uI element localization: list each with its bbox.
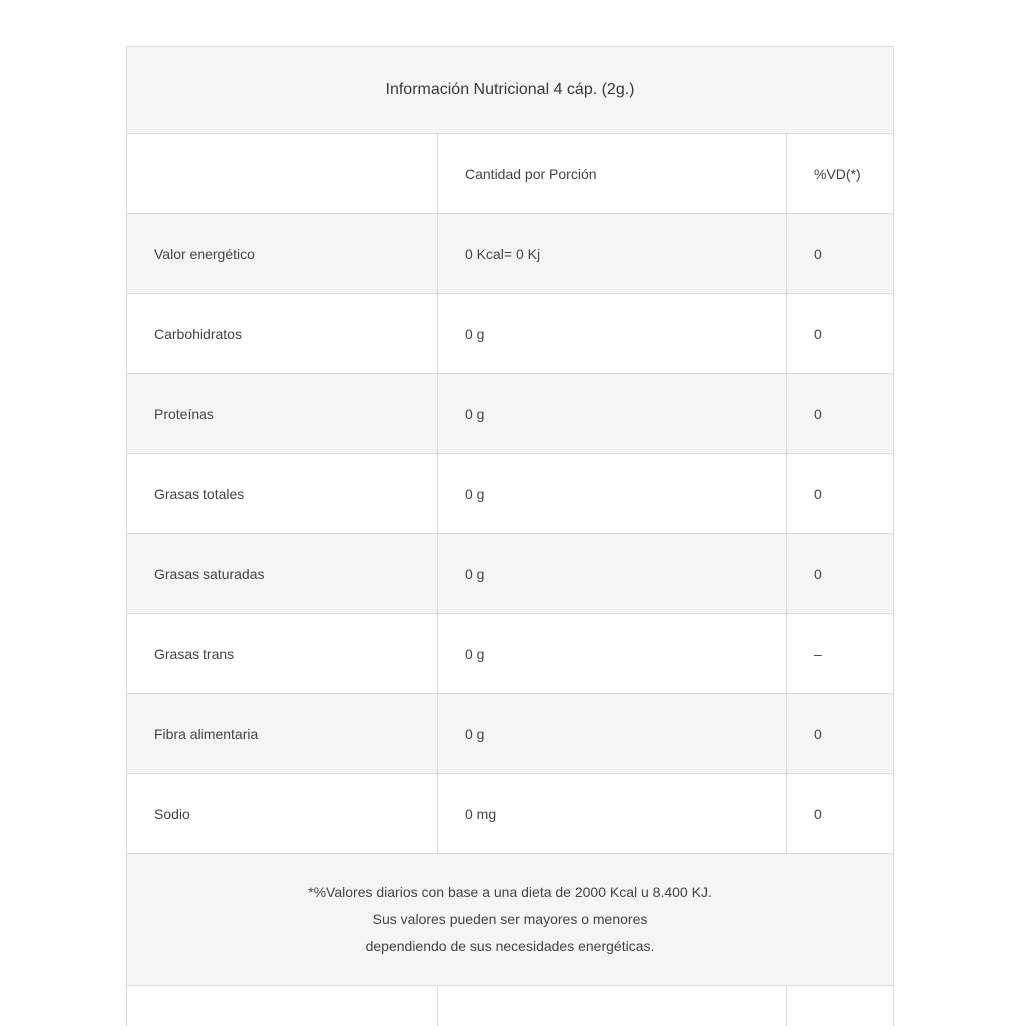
nutrient-amount: 0 g xyxy=(438,694,787,774)
table-row xyxy=(127,454,894,534)
nutrient-name: Proteínas xyxy=(127,374,438,454)
empty-cell xyxy=(787,986,894,1026)
footnote xyxy=(127,854,894,986)
footnote-line: dependiendo de sus necesidades energéticas. xyxy=(127,933,893,960)
nutrient-vd: 0 xyxy=(787,294,894,374)
table-row-partial xyxy=(127,986,894,1026)
nutrient-name: Grasas totales xyxy=(127,454,438,534)
table-row xyxy=(127,614,894,694)
nutrient-amount: 0 g xyxy=(438,374,787,454)
nutrition-table xyxy=(126,46,894,1026)
header-nutrient xyxy=(127,134,438,214)
empty-cell xyxy=(127,986,438,1026)
table-row xyxy=(127,694,894,774)
table-row xyxy=(127,774,894,854)
nutrient-amount: 0 Kcal= 0 Kj xyxy=(438,214,787,294)
nutrient-vd: 0 xyxy=(787,454,894,534)
footnote-line: Sus valores pueden ser mayores o menores xyxy=(127,906,893,933)
header-vd: %VD(*) xyxy=(787,134,894,214)
table-title: Información Nutricional 4 cáp. (2g.) xyxy=(127,47,894,134)
nutrient-name: Valor energético xyxy=(127,214,438,294)
table-row xyxy=(127,214,894,294)
table-row xyxy=(127,534,894,614)
nutrient-vd: 0 xyxy=(787,694,894,774)
nutrient-name: Sodio xyxy=(127,774,438,854)
nutrient-amount: 0 mg xyxy=(438,774,787,854)
footnote-line: *%Valores diarios con base a una dieta de 2000 Kcal u 8.400 KJ. xyxy=(127,879,893,906)
nutrient-amount: 0 g xyxy=(438,534,787,614)
nutrient-vd: 0 xyxy=(787,774,894,854)
nutrient-vd: 0 xyxy=(787,374,894,454)
table-title-row xyxy=(127,47,894,134)
header-amount: Cantidad por Porción xyxy=(438,134,787,214)
nutrient-name: Grasas trans xyxy=(127,614,438,694)
nutrient-amount: 0 g xyxy=(438,294,787,374)
nutrient-vd: – xyxy=(787,614,894,694)
nutrient-vd: 0 xyxy=(787,534,894,614)
nutrient-name: Fibra alimentaria xyxy=(127,694,438,774)
table-header-row xyxy=(127,134,894,214)
nutrient-vd: 0 xyxy=(787,214,894,294)
empty-cell xyxy=(438,986,787,1026)
nutrient-name: Grasas saturadas xyxy=(127,534,438,614)
table-row xyxy=(127,294,894,374)
nutrient-amount: 0 g xyxy=(438,454,787,534)
footnote-row xyxy=(127,854,894,986)
table-row xyxy=(127,374,894,454)
nutrient-name: Carbohidratos xyxy=(127,294,438,374)
nutrient-amount: 0 g xyxy=(438,614,787,694)
